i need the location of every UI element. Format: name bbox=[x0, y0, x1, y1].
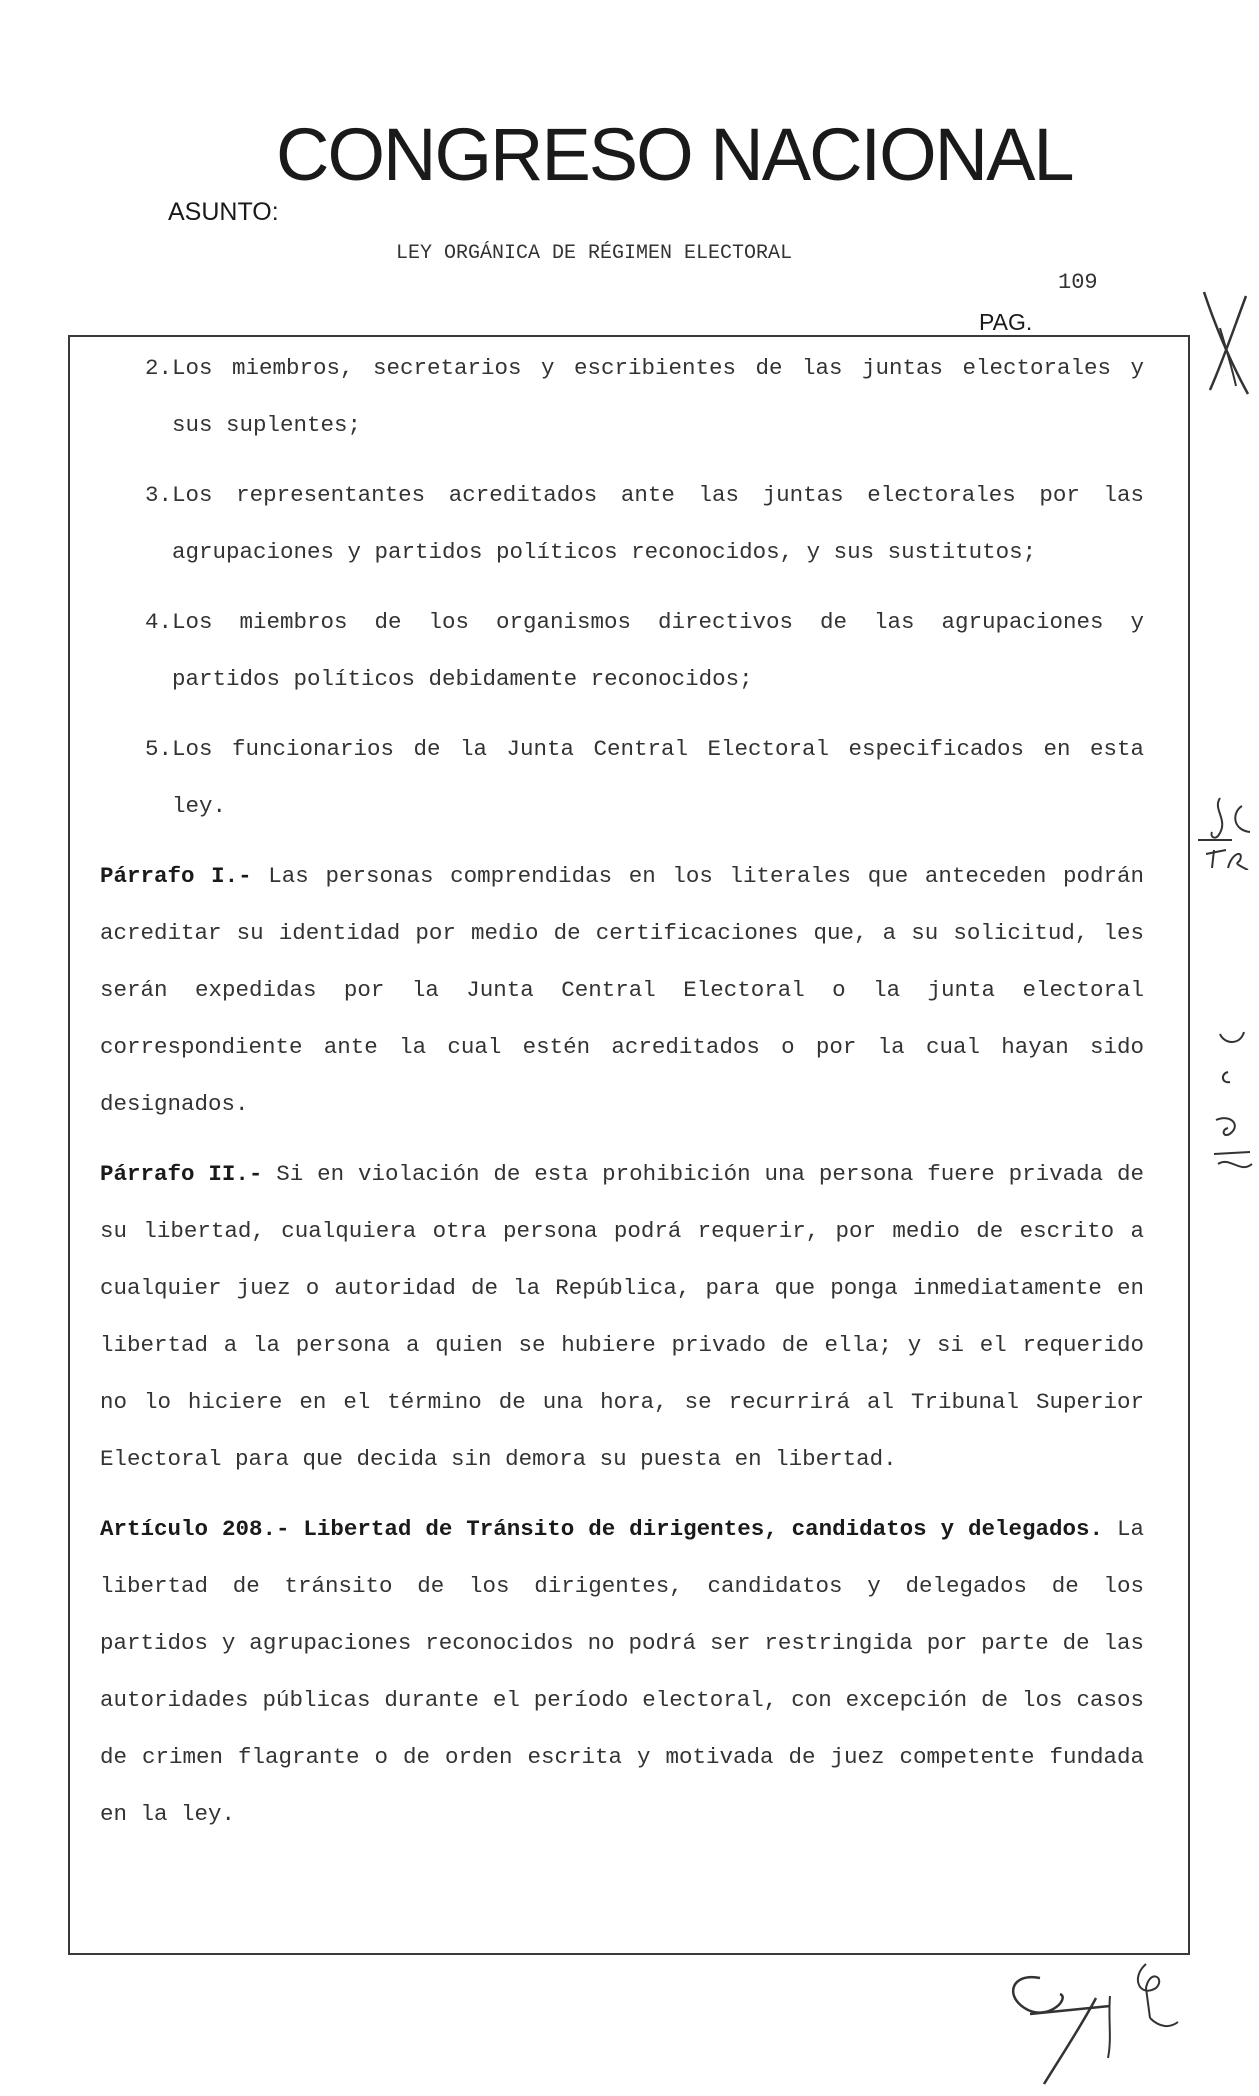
articulo-208-heading: Artículo 208.- Libertad de Tránsito de dirigentes, candidatos y delegados. bbox=[100, 1516, 1104, 1542]
asunto-label: ASUNTO: bbox=[168, 198, 279, 226]
asunto-value: LEY ORGÁNICA DE RÉGIMEN ELECTORAL bbox=[396, 242, 793, 265]
list-item bbox=[100, 594, 1144, 708]
articulo-208 bbox=[100, 1501, 1144, 1843]
list-item-text: Los funcionarios de la Junta Central Electoral especificados en esta ley. bbox=[172, 736, 1144, 819]
margin-initials-1 bbox=[1192, 790, 1258, 870]
margin-initials-2 bbox=[1210, 1024, 1256, 1174]
margin-x-mark bbox=[1196, 288, 1256, 398]
congress-title: CONGRESO NACIONAL bbox=[276, 113, 1073, 196]
list-item-number: 2. bbox=[144, 355, 172, 381]
document-body bbox=[100, 340, 1144, 1843]
list-item-text: Los representantes acreditados ante las juntas electorales por las agrupaciones y partidos políticos reconocidos, y sus sustitutos; bbox=[172, 482, 1144, 565]
articulo-208-text: La libertad de tránsito de los dirigentes, candidatos y delegados de los partidos y agrupaciones reconocidos no podrá ser restringida por parte de las autoridades públicas durante el período electoral, con excepción de los casos de crimen flagrante o de orden escrita y motivada de juez competente fundada en la ley. bbox=[100, 1516, 1144, 1827]
signature bbox=[1000, 1958, 1200, 2088]
list-item-text: Los miembros, secretarios y escribientes de las juntas electorales y sus suplentes; bbox=[172, 355, 1144, 438]
page-label: PAG. bbox=[979, 309, 1033, 335]
list-item-number: 3. bbox=[144, 482, 172, 508]
parrafo-2-label: Párrafo II.- bbox=[100, 1161, 263, 1187]
list-item-number: 4. bbox=[144, 609, 172, 635]
parrafo-1-text: Las personas comprendidas en los literales que anteceden podrán acreditar su identidad por medio de certificaciones que, a su solicitud, les serán expedidas por la Junta Central Electoral o la junta electoral correspondiente ante la cual estén acreditados o por la cual hayan sido designados. bbox=[100, 863, 1145, 1117]
parrafo-1-label: Párrafo I.- bbox=[100, 863, 252, 889]
page-number: 109 bbox=[1058, 270, 1098, 295]
list-item bbox=[100, 340, 1144, 454]
parrafo-2-text: Si en violación de esta prohibición una persona fuere privada de su libertad, cualquiera otra persona podrá requerir, por medio de escrito a cualquier juez o autoridad de la República, para que ponga inmediatamente en libertad a la persona a quien se hubiere privado de ella; y si el requerido no lo hiciere en el término de una hora, se recurrirá al Tribunal Superior Electoral para que decida sin demora su puesta en libertad. bbox=[100, 1161, 1144, 1472]
list-item-text: Los miembros de los organismos directivos de las agrupaciones y partidos políticos debidamente reconocidos; bbox=[172, 609, 1144, 692]
parrafo-1 bbox=[100, 848, 1144, 1133]
parrafo-2 bbox=[100, 1146, 1144, 1488]
list-item bbox=[100, 467, 1144, 581]
list-item bbox=[100, 721, 1144, 835]
list-item-number: 5. bbox=[144, 736, 172, 762]
